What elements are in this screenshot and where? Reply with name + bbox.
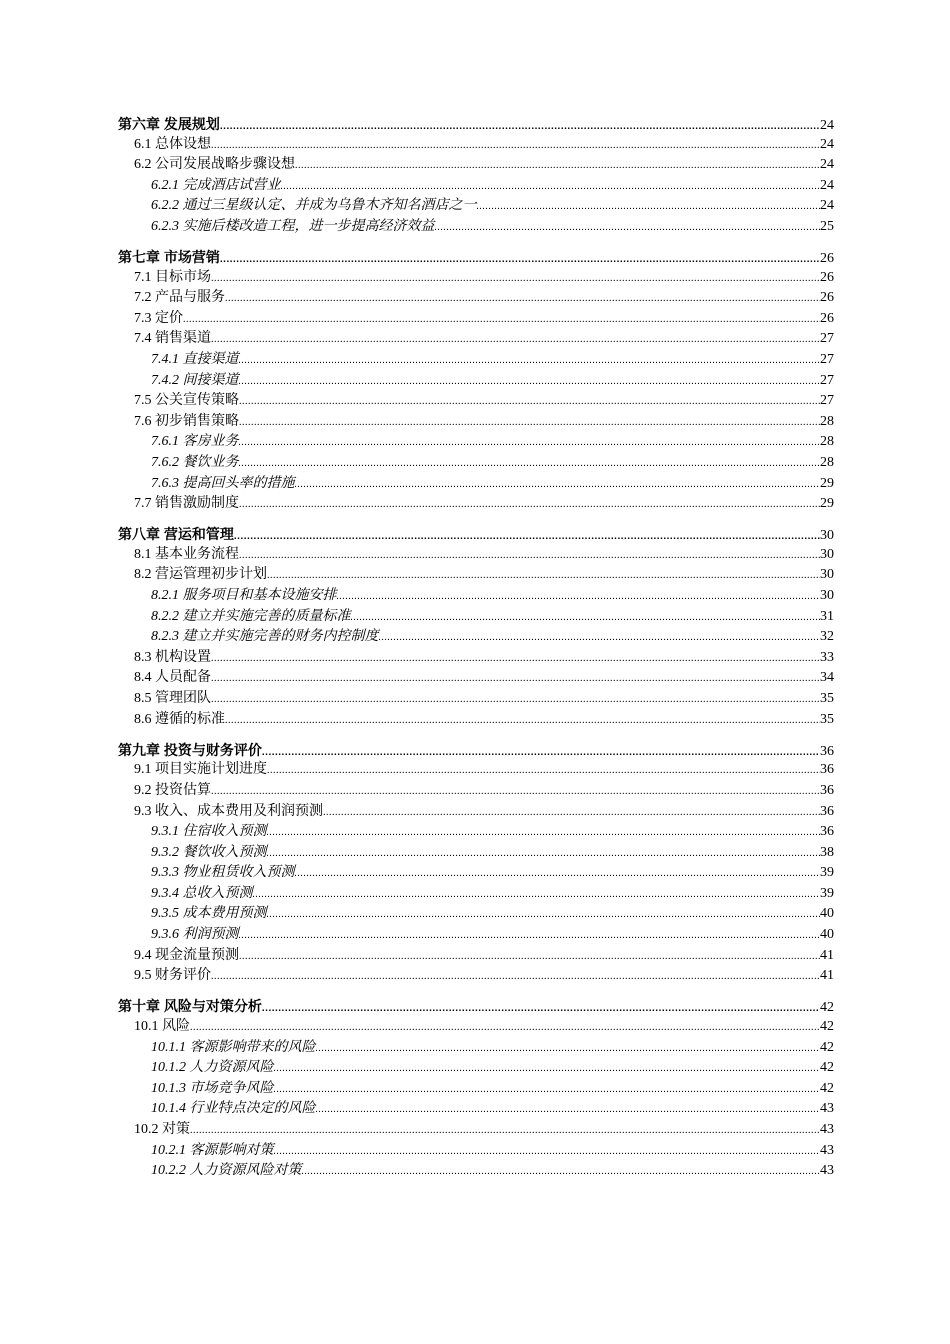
toc-entry-title: 10.2 对策 <box>134 1121 190 1137</box>
toc-page-number: 38 <box>820 844 834 860</box>
toc-dot-leader <box>379 628 821 649</box>
toc-page-number: 43 <box>820 1163 834 1179</box>
toc-section-entry[interactable] <box>118 412 834 433</box>
toc-chapter-entry[interactable] <box>118 247 834 268</box>
toc-page-number: 29 <box>820 496 834 512</box>
toc-subsection-entry[interactable] <box>118 196 834 217</box>
toc-page-number: 25 <box>820 218 834 234</box>
toc-page-number: 36 <box>820 824 834 840</box>
toc-page-number: 35 <box>820 711 834 727</box>
toc-entry-title: 9.3 收入、成本费用及利润预测 <box>134 803 323 819</box>
toc-section-entry[interactable] <box>118 494 834 515</box>
toc-chapter-entry[interactable] <box>118 996 834 1017</box>
toc-page-number: 32 <box>820 629 834 645</box>
toc-page-number: 40 <box>820 927 834 943</box>
toc-dot-leader <box>337 587 821 608</box>
toc-page-number: 30 <box>820 567 834 583</box>
toc-page-number: 42 <box>820 1018 834 1034</box>
toc-section-entry[interactable] <box>118 391 834 412</box>
toc-page-number: 27 <box>820 331 834 347</box>
toc-section-entry[interactable] <box>118 689 834 710</box>
toc-entry-title: 8.2.1 服务项目和基本设施安排 <box>151 588 337 604</box>
toc-dot-leader <box>267 761 820 782</box>
toc-dot-leader <box>220 117 820 138</box>
toc-entry-title: 8.4 人员配备 <box>134 670 211 686</box>
toc-subsection-entry[interactable] <box>118 925 834 946</box>
toc-subsection-entry[interactable] <box>118 586 834 607</box>
toc-page-number: 35 <box>820 691 834 707</box>
toc-subsection-entry[interactable] <box>118 843 834 864</box>
toc-page-number: 24 <box>820 136 834 152</box>
toc-page-number: 36 <box>820 782 834 798</box>
toc-dot-leader <box>239 495 820 516</box>
toc-entry-title: 6.2.1 完成酒店试营业 <box>151 177 281 193</box>
toc-page-number: 42 <box>820 1080 834 1096</box>
toc-page-number: 29 <box>820 475 834 491</box>
toc-page-number: 27 <box>820 393 834 409</box>
toc-page-number: 30 <box>820 588 834 604</box>
toc-dot-leader <box>211 136 820 157</box>
toc-dot-leader <box>239 546 820 567</box>
toc-subsection-entry[interactable] <box>118 350 834 371</box>
toc-subsection-entry[interactable] <box>118 432 834 453</box>
toc-dot-leader <box>262 743 820 764</box>
toc-subsection-entry[interactable] <box>118 822 834 843</box>
toc-subsection-entry[interactable] <box>118 863 834 884</box>
toc-dot-leader <box>267 823 821 844</box>
toc-page-number: 31 <box>820 608 834 624</box>
toc-dot-leader <box>183 310 820 331</box>
toc-entry-title: 9.1 项目实施计划进度 <box>134 762 267 778</box>
toc-page-number: 39 <box>820 865 834 881</box>
toc-section-entry[interactable] <box>118 565 834 586</box>
toc-entry-title: 10.2.2 人力资源风险对策 <box>151 1163 302 1179</box>
toc-page-number: 34 <box>820 670 834 686</box>
toc-chapter-entry[interactable] <box>118 524 834 545</box>
toc-page-number: 26 <box>820 290 834 306</box>
toc-entry-title: 9.3.6 利润预测 <box>151 927 239 943</box>
toc-page-number: 24 <box>820 118 834 133</box>
toc-section-entry[interactable] <box>118 288 834 309</box>
toc-dot-leader <box>274 1080 821 1101</box>
toc-entry-title: 7.6.1 客房业务 <box>151 434 239 450</box>
toc-section-entry[interactable] <box>118 329 834 350</box>
toc-subsection-entry[interactable] <box>118 1161 834 1182</box>
toc-dot-leader <box>239 947 820 968</box>
toc-entry-title: 第十章 风险与对策分析 <box>118 998 262 1015</box>
toc-dot-leader <box>295 864 821 885</box>
toc-entry-title: 第八章 营运和管理 <box>118 526 234 543</box>
toc-subsection-entry[interactable] <box>118 371 834 392</box>
toc-entry-title: 9.2 投资估算 <box>134 782 211 798</box>
toc-page-number: 28 <box>820 434 834 450</box>
toc-dot-leader <box>253 885 821 906</box>
toc-entry-title: 6.1 总体设想 <box>134 136 211 152</box>
toc-dot-leader <box>295 156 820 177</box>
toc-dot-leader <box>302 1162 821 1183</box>
toc-entry-title: 8.2 营运管理初步计划 <box>134 567 267 583</box>
toc-page-number: 43 <box>820 1142 834 1158</box>
toc-dot-leader <box>239 413 820 434</box>
toc-entry-title: 6.2 公司发展战略步骤设想 <box>134 157 295 173</box>
toc-subsection-entry[interactable] <box>118 474 834 495</box>
toc-entry-title: 9.5 财务评价 <box>134 968 211 984</box>
toc-entry-title: 8.1 基本业务流程 <box>134 546 239 562</box>
toc-section-entry[interactable] <box>118 648 834 669</box>
toc-entry-title: 7.6.2 餐饮业务 <box>151 455 239 470</box>
toc-section-entry[interactable] <box>118 309 834 330</box>
toc-section-entry[interactable] <box>118 135 834 156</box>
toc-section-entry[interactable] <box>118 268 834 289</box>
toc-entry-title: 7.3 定价 <box>134 310 183 326</box>
toc-page-number: 33 <box>820 649 834 665</box>
toc-dot-leader <box>435 218 821 239</box>
toc-entry-title: 第九章 投资与财务评价 <box>118 741 262 758</box>
toc-dot-leader <box>267 905 821 926</box>
toc-page-number: 27 <box>820 352 834 368</box>
toc-section-entry[interactable] <box>118 668 834 689</box>
toc-entry-title: 7.5 公关宣传策略 <box>134 393 239 409</box>
toc-entry-title: 10.1.4 行业特点决定的风险 <box>151 1101 316 1117</box>
toc-entry-title: 8.2.2 建立并实施完善的质量标准 <box>151 608 351 624</box>
toc-section-entry[interactable] <box>118 545 834 566</box>
toc-dot-leader <box>274 1059 821 1080</box>
toc-dot-leader <box>239 454 821 475</box>
toc-page-number: 42 <box>820 1000 834 1016</box>
toc-page-number: 28 <box>820 413 834 429</box>
toc-entry-title: 7.2 产品与服务 <box>134 290 225 306</box>
toc-subsection-entry[interactable] <box>118 1038 834 1059</box>
toc-page-number: 36 <box>820 762 834 778</box>
toc-subsection-entry[interactable] <box>118 453 834 474</box>
toc-chapter-entry[interactable] <box>118 114 834 135</box>
toc-entry-title: 9.3.2 餐饮收入预测 <box>151 844 267 860</box>
toc-dot-leader <box>225 289 820 310</box>
toc-page-number: 36 <box>820 743 834 759</box>
toc-dot-leader <box>262 999 820 1020</box>
toc-dot-leader <box>239 351 821 372</box>
toc-dot-leader <box>211 669 820 690</box>
toc-page-number: 41 <box>820 968 834 984</box>
toc-dot-leader <box>239 372 821 393</box>
toc-dot-leader <box>211 690 820 711</box>
toc-entry-title: 7.6.3 提高回头率的措施 <box>151 475 295 491</box>
toc-entry-title: 9.4 现金流量预测 <box>134 947 239 963</box>
toc-page-number: 28 <box>820 455 834 470</box>
toc-dot-leader <box>211 782 820 803</box>
toc-dot-leader <box>234 527 820 548</box>
toc-page-number: 43 <box>820 1101 834 1117</box>
toc-entry-title: 7.4.2 间接渠道 <box>151 372 239 388</box>
toc-entry-title: 9.3.3 物业租赁收入预测 <box>151 865 295 881</box>
toc-section-entry[interactable] <box>118 760 834 781</box>
toc-section-entry[interactable] <box>118 802 834 823</box>
toc-page-number: 26 <box>820 251 834 267</box>
toc-entry-title: 10.1.2 人力资源风险 <box>151 1060 274 1076</box>
table-of-contents <box>118 114 834 1182</box>
toc-page-number: 43 <box>820 1121 834 1137</box>
toc-entry-title: 7.4.1 直接渠道 <box>151 352 239 368</box>
toc-page-number: 41 <box>820 947 834 963</box>
toc-dot-leader <box>477 197 821 218</box>
toc-subsection-entry[interactable] <box>118 627 834 648</box>
toc-entry-title: 第七章 市场营销 <box>118 249 220 266</box>
toc-page-number: 39 <box>820 885 834 901</box>
toc-section-entry[interactable] <box>118 966 834 987</box>
toc-dot-leader <box>211 967 820 988</box>
toc-entry-title: 6.2.2 通过三星级认定、并成为乌鲁木齐知名酒店之一 <box>151 198 477 214</box>
toc-dot-leader <box>190 1121 820 1142</box>
toc-entry-title: 9.3.4 总收入预测 <box>151 885 253 901</box>
toc-section-entry[interactable] <box>118 155 834 176</box>
toc-entry-title: 10.1.1 客源影响带来的风险 <box>151 1039 316 1055</box>
toc-dot-leader <box>281 177 821 198</box>
toc-page-number: 24 <box>820 198 834 214</box>
toc-page-number: 26 <box>820 269 834 285</box>
toc-dot-leader <box>316 1100 821 1121</box>
toc-dot-leader <box>323 803 820 824</box>
toc-subsection-entry[interactable] <box>118 217 834 238</box>
toc-dot-leader <box>295 475 821 496</box>
toc-subsection-entry[interactable] <box>118 1079 834 1100</box>
toc-page-number: 24 <box>820 177 834 193</box>
toc-dot-leader <box>239 433 821 454</box>
toc-subsection-entry[interactable] <box>118 1099 834 1120</box>
toc-dot-leader <box>351 608 821 629</box>
toc-dot-leader <box>211 269 820 290</box>
toc-dot-leader <box>211 649 820 670</box>
toc-entry-title: 10.1 风险 <box>134 1018 190 1034</box>
toc-page-number: 30 <box>820 528 834 544</box>
toc-section-entry[interactable] <box>118 781 834 802</box>
toc-section-entry[interactable] <box>118 946 834 967</box>
toc-entry-title: 第六章 发展规划 <box>118 116 220 132</box>
toc-entry-title: 6.2.3 实施后楼改造工程，进一步提高经济效益 <box>151 218 435 234</box>
toc-dot-leader <box>225 711 820 732</box>
toc-page-number: 30 <box>820 546 834 562</box>
toc-section-entry[interactable] <box>118 1120 834 1141</box>
toc-dot-leader <box>220 250 820 271</box>
toc-page-number: 24 <box>820 157 834 173</box>
toc-dot-leader <box>267 844 821 865</box>
toc-page-number: 40 <box>820 906 834 922</box>
toc-dot-leader <box>267 566 820 587</box>
toc-entry-title: 8.5 管理团队 <box>134 691 211 707</box>
toc-chapter-entry[interactable] <box>118 740 834 761</box>
toc-subsection-entry[interactable] <box>118 176 834 197</box>
toc-entry-title: 7.4 销售渠道 <box>134 331 211 347</box>
toc-page-number: 26 <box>820 310 834 326</box>
toc-page-number: 36 <box>820 803 834 819</box>
toc-page-number: 42 <box>820 1060 834 1076</box>
toc-subsection-entry[interactable] <box>118 904 834 925</box>
toc-entry-title: 8.3 机构设置 <box>134 649 211 665</box>
toc-page-number: 27 <box>820 372 834 388</box>
toc-page-number: 42 <box>820 1039 834 1055</box>
toc-dot-leader <box>316 1039 821 1060</box>
toc-section-entry[interactable] <box>118 1017 834 1038</box>
toc-entry-title: 8.6 遵循的标准 <box>134 711 225 727</box>
toc-dot-leader <box>239 392 820 413</box>
toc-subsection-entry[interactable] <box>118 884 834 905</box>
toc-entry-title: 10.1.3 市场竞争风险 <box>151 1080 274 1096</box>
toc-section-entry[interactable] <box>118 710 834 731</box>
toc-subsection-entry[interactable] <box>118 607 834 628</box>
toc-dot-leader <box>239 926 821 947</box>
toc-dot-leader <box>190 1018 820 1039</box>
toc-entry-title: 9.3.1 住宿收入预测 <box>151 824 267 840</box>
toc-subsection-entry[interactable] <box>118 1058 834 1079</box>
toc-dot-leader <box>211 330 820 351</box>
toc-entry-title: 8.2.3 建立并实施完善的财务内控制度 <box>151 629 379 645</box>
toc-entry-title: 9.3.5 成本费用预测 <box>151 906 267 922</box>
toc-subsection-entry[interactable] <box>118 1141 834 1162</box>
toc-entry-title: 7.1 目标市场 <box>134 269 211 285</box>
toc-entry-title: 7.7 销售激励制度 <box>134 496 239 512</box>
toc-entry-title: 10.2.1 客源影响对策 <box>151 1142 274 1158</box>
toc-dot-leader <box>274 1142 821 1163</box>
toc-entry-title: 7.6 初步销售策略 <box>134 413 239 429</box>
